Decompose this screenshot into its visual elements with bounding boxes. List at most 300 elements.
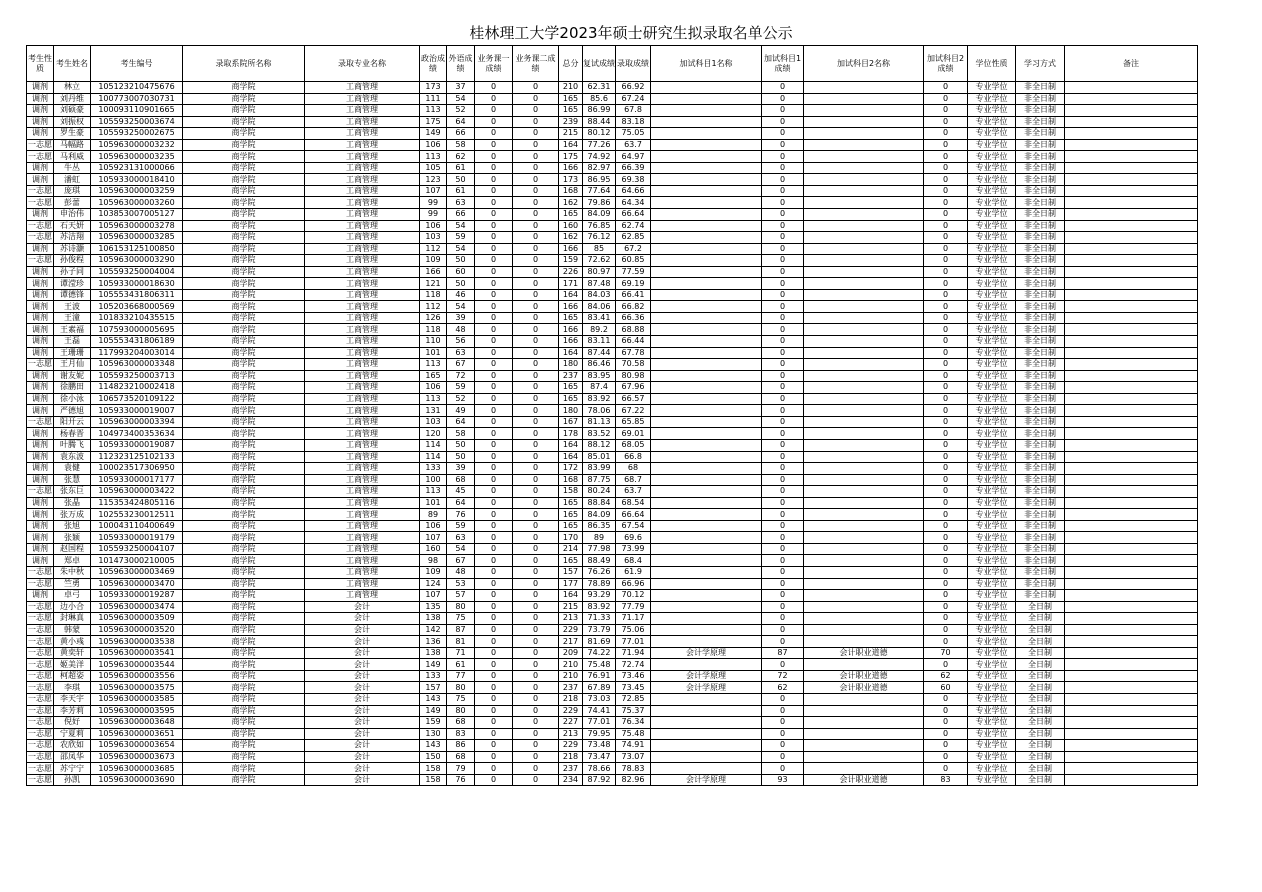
cell-extra1-score: 0 [762, 428, 804, 440]
cell-subject1-score: 0 [475, 463, 513, 475]
cell-foreign-lang-score: 87 [447, 624, 475, 636]
cell-subject2-score: 0 [513, 139, 559, 151]
cell-extra2-score: 0 [924, 162, 968, 174]
cell-subject1-score: 0 [475, 774, 513, 786]
cell-exam-id: 105593250003674 [91, 116, 183, 128]
cell-applicant-type: 调剂 [27, 520, 54, 532]
cell-retest-score: 76.91 [583, 670, 616, 682]
cell-study-mode: 全日制 [1016, 682, 1065, 694]
cell-degree-type: 专业学位 [968, 705, 1016, 717]
cell-applicant-type: 一志愿 [28, 567, 52, 577]
cell-subject2-score: 0 [513, 705, 559, 717]
cell-applicant-type: 调剂 [27, 451, 54, 463]
cell-foreign-lang-score: 54 [447, 543, 475, 555]
cell-name: 林立 [54, 82, 91, 94]
cell-admission-score: 70.12 [616, 590, 651, 602]
cell-study-mode: 非全日制 [1016, 139, 1065, 151]
cell-applicant-type: 调剂 [27, 463, 54, 475]
cell-subject2-score: 0 [513, 336, 559, 348]
cell-school: 商学院 [183, 301, 305, 313]
cell-foreign-lang-score: 75 [447, 693, 475, 705]
cell-study-mode: 非全日制 [1016, 382, 1065, 394]
cell-study-mode: 全日制 [1016, 774, 1065, 786]
cell-admission-score: 73.46 [616, 670, 651, 682]
cell-retest-score: 88.84 [583, 497, 616, 509]
cell-school: 商学院 [183, 93, 305, 105]
cell-extra1-score: 0 [762, 751, 804, 763]
cell-extra1-score: 0 [762, 416, 804, 428]
cell-exam-id: 105963000003575 [91, 682, 183, 694]
cell-applicant-type: 调剂 [27, 128, 54, 140]
cell-name: 张晶 [54, 497, 91, 509]
table-row [27, 278, 1198, 290]
cell-extra2-name [804, 578, 924, 590]
cell-total-score: 157 [559, 566, 583, 578]
cell-applicant-type: 一志愿 [28, 624, 52, 634]
cell-subject1-score: 0 [475, 740, 513, 752]
cell-extra2-score: 0 [924, 174, 968, 186]
cell-school: 商学院 [183, 312, 305, 324]
table-row [27, 474, 1198, 486]
cell-extra1-score: 0 [762, 312, 804, 324]
cell-extra2-score: 0 [924, 382, 968, 394]
cell-study-mode: 非全日制 [1016, 463, 1065, 475]
cell-exam-id: 100023517306950 [91, 463, 183, 475]
cell-extra2-name [804, 209, 924, 221]
cell-subject1-score: 0 [475, 682, 513, 694]
cell-extra2-score: 0 [924, 601, 968, 613]
cell-total-score: 164 [559, 139, 583, 151]
cell-degree-type: 专业学位 [968, 590, 1016, 602]
cell-exam-id: 105963000003673 [91, 751, 183, 763]
cell-extra2-name [804, 428, 924, 440]
cell-remarks [1065, 428, 1198, 440]
cell-extra1-name [651, 474, 762, 486]
cell-school: 商学院 [183, 705, 305, 717]
cell-extra2-name [804, 243, 924, 255]
cell-retest-score: 78.06 [583, 405, 616, 417]
cell-extra2-score: 0 [924, 590, 968, 602]
table-row [27, 416, 1198, 428]
cell-study-mode: 非全日制 [1016, 520, 1065, 532]
cell-extra1-name [651, 717, 762, 729]
cell-retest-score: 83.11 [583, 336, 616, 348]
cell-study-mode: 全日制 [1016, 613, 1065, 625]
cell-politics-score: 149 [420, 128, 447, 140]
cell-remarks [1065, 197, 1198, 209]
cell-degree-type: 专业学位 [968, 717, 1016, 729]
cell-subject1-score: 0 [475, 370, 513, 382]
cell-extra2-name [804, 82, 924, 94]
cell-extra1-name [651, 509, 762, 521]
cell-remarks [1065, 509, 1198, 521]
cell-politics-score: 106 [420, 139, 447, 151]
cell-retest-score: 89 [583, 532, 616, 544]
cell-applicant-type: 一志愿 [28, 255, 52, 265]
cell-extra2-score: 0 [924, 301, 968, 313]
cell-degree-type: 专业学位 [968, 278, 1016, 290]
cell-foreign-lang-score: 60 [447, 266, 475, 278]
cell-school: 商学院 [183, 659, 305, 671]
cell-extra1-score: 0 [762, 370, 804, 382]
cell-extra1-name [651, 763, 762, 775]
table-row [27, 382, 1198, 394]
cell-study-mode: 全日制 [1016, 763, 1065, 775]
cell-foreign-lang-score: 49 [447, 405, 475, 417]
cell-study-mode: 非全日制 [1016, 428, 1065, 440]
cell-foreign-lang-score: 53 [447, 578, 475, 590]
cell-degree-type: 专业学位 [968, 266, 1016, 278]
cell-degree-type: 专业学位 [968, 740, 1016, 752]
cell-major: 工商管理 [305, 370, 420, 382]
cell-exam-id: 105963000003278 [91, 220, 183, 232]
cell-admission-score: 64.66 [616, 185, 651, 197]
cell-applicant-type: 一志愿 [28, 648, 52, 658]
cell-retest-score: 77.64 [583, 185, 616, 197]
cell-subject2-score: 0 [513, 347, 559, 359]
cell-subject2-score: 0 [513, 728, 559, 740]
cell-degree-type: 专业学位 [968, 728, 1016, 740]
cell-admission-score: 69.19 [616, 278, 651, 290]
cell-admission-score: 80.98 [616, 370, 651, 382]
cell-exam-id: 105203668000569 [91, 301, 183, 313]
cell-subject2-score: 0 [513, 209, 559, 221]
cell-total-score: 175 [559, 151, 583, 163]
cell-school: 商学院 [183, 439, 305, 451]
cell-politics-score: 114 [420, 439, 447, 451]
cell-subject2-score: 0 [513, 312, 559, 324]
cell-foreign-lang-score: 54 [447, 93, 475, 105]
cell-extra1-name: 会计学原理 [651, 682, 762, 694]
cell-exam-id: 105963000003422 [91, 486, 183, 498]
cell-admission-score: 68.54 [616, 497, 651, 509]
cell-degree-type: 专业学位 [968, 151, 1016, 163]
cell-remarks [1065, 439, 1198, 451]
cell-extra1-name [651, 232, 762, 244]
cell-applicant-type: 一志愿 [28, 601, 52, 611]
cell-extra2-name [804, 289, 924, 301]
cell-major: 工商管理 [305, 543, 420, 555]
cell-study-mode: 非全日制 [1016, 162, 1065, 174]
cell-study-mode: 非全日制 [1016, 197, 1065, 209]
cell-foreign-lang-score: 86 [447, 740, 475, 752]
cell-extra2-score: 0 [924, 82, 968, 94]
cell-retest-score: 79.95 [583, 728, 616, 740]
cell-extra1-name [651, 555, 762, 567]
cell-school: 商学院 [183, 197, 305, 209]
cell-extra1-name [651, 601, 762, 613]
cell-remarks [1065, 555, 1198, 567]
cell-politics-score: 98 [420, 555, 447, 567]
cell-extra2-name [804, 601, 924, 613]
cell-remarks [1065, 532, 1198, 544]
cell-study-mode: 全日制 [1016, 601, 1065, 613]
cell-retest-score: 83.99 [583, 463, 616, 475]
cell-extra2-score: 0 [924, 520, 968, 532]
cell-subject1-score: 0 [475, 693, 513, 705]
cell-study-mode: 非全日制 [1016, 393, 1065, 405]
cell-retest-score: 77.98 [583, 543, 616, 555]
cell-study-mode: 非全日制 [1016, 105, 1065, 117]
cell-major: 工商管理 [305, 209, 420, 221]
cell-extra1-name [651, 613, 762, 625]
cell-subject2-score: 0 [513, 220, 559, 232]
cell-exam-id: 100773007030731 [91, 93, 183, 105]
header-applicant-type: 考生性质 [27, 46, 54, 82]
cell-subject1-score: 0 [475, 243, 513, 255]
cell-exam-id: 105923131000066 [91, 162, 183, 174]
cell-foreign-lang-score: 39 [447, 312, 475, 324]
table-row [27, 728, 1198, 740]
cell-applicant-type: 调剂 [27, 93, 54, 105]
table-row [27, 174, 1198, 186]
cell-name: 罗生豪 [54, 128, 91, 140]
cell-admission-score: 67.54 [616, 520, 651, 532]
cell-remarks [1065, 497, 1198, 509]
cell-degree-type: 专业学位 [968, 670, 1016, 682]
cell-subject1-score: 0 [475, 278, 513, 290]
table-row [27, 463, 1198, 475]
cell-name: 王波 [54, 301, 91, 313]
cell-remarks [1065, 647, 1198, 659]
cell-politics-score: 111 [420, 93, 447, 105]
cell-politics-score: 142 [420, 624, 447, 636]
cell-subject1-score: 0 [475, 763, 513, 775]
cell-extra2-name [804, 301, 924, 313]
cell-exam-id: 105963000003290 [91, 255, 183, 267]
cell-extra2-score: 0 [924, 532, 968, 544]
cell-politics-score: 106 [420, 220, 447, 232]
cell-politics-score: 110 [420, 336, 447, 348]
cell-name: 谢友妮 [54, 370, 91, 382]
cell-extra2-name [804, 705, 924, 717]
cell-extra2-score: 0 [924, 220, 968, 232]
cell-subject1-score: 0 [475, 439, 513, 451]
cell-politics-score: 113 [420, 486, 447, 498]
cell-extra2-name [804, 255, 924, 267]
cell-extra1-score: 0 [762, 463, 804, 475]
cell-total-score: 229 [559, 624, 583, 636]
cell-remarks [1065, 463, 1198, 475]
cell-study-mode: 非全日制 [1016, 439, 1065, 451]
cell-subject2-score: 0 [513, 509, 559, 521]
cell-name: 庞琪 [54, 185, 91, 197]
table-row [27, 717, 1198, 729]
cell-remarks [1065, 336, 1198, 348]
cell-foreign-lang-score: 61 [447, 659, 475, 671]
cell-extra2-name [804, 451, 924, 463]
cell-extra1-score: 0 [762, 359, 804, 371]
cell-remarks [1065, 416, 1198, 428]
cell-exam-id: 105933000018410 [91, 174, 183, 186]
cell-study-mode: 全日制 [1016, 624, 1065, 636]
cell-extra1-score: 0 [762, 301, 804, 313]
cell-admission-score: 67.78 [616, 347, 651, 359]
cell-major: 工商管理 [305, 382, 420, 394]
cell-name: 张旭 [54, 520, 91, 532]
cell-foreign-lang-score: 68 [447, 751, 475, 763]
cell-total-score: 172 [559, 463, 583, 475]
cell-school: 商学院 [183, 359, 305, 371]
cell-extra1-name [651, 486, 762, 498]
cell-extra1-score: 0 [762, 578, 804, 590]
cell-retest-score: 86.95 [583, 174, 616, 186]
header-row [27, 46, 1198, 82]
cell-extra1-score: 0 [762, 474, 804, 486]
cell-major: 工商管理 [305, 439, 420, 451]
cell-study-mode: 非全日制 [1016, 255, 1065, 267]
cell-extra2-name [804, 185, 924, 197]
table-body [27, 82, 1198, 786]
cell-school: 商学院 [183, 693, 305, 705]
cell-extra2-score: 0 [924, 289, 968, 301]
cell-name: 苏诗灏 [54, 243, 91, 255]
cell-remarks [1065, 301, 1198, 313]
cell-extra2-name: 会计职业道德 [804, 647, 924, 659]
cell-name: 袁东波 [54, 451, 91, 463]
cell-admission-score: 68.4 [616, 555, 651, 567]
cell-extra1-name [651, 740, 762, 752]
cell-applicant-type: 一志愿 [28, 359, 52, 369]
cell-retest-score: 78.66 [583, 763, 616, 775]
cell-applicant-type: 调剂 [27, 116, 54, 128]
cell-exam-id: 105963000003235 [91, 151, 183, 163]
cell-exam-id: 105123210475676 [91, 82, 183, 94]
cell-subject2-score: 0 [513, 197, 559, 209]
cell-school: 商学院 [183, 763, 305, 775]
cell-subject2-score: 0 [513, 370, 559, 382]
cell-politics-score: 101 [420, 497, 447, 509]
cell-admission-score: 66.57 [616, 393, 651, 405]
cell-extra2-name [804, 613, 924, 625]
cell-politics-score: 160 [420, 543, 447, 555]
cell-politics-score: 143 [420, 693, 447, 705]
cell-exam-id: 105963000003538 [91, 636, 183, 648]
cell-major: 会计 [305, 751, 420, 763]
cell-foreign-lang-score: 61 [447, 185, 475, 197]
cell-extra2-name [804, 740, 924, 752]
cell-foreign-lang-score: 57 [447, 590, 475, 602]
cell-exam-id: 105933000019287 [91, 590, 183, 602]
cell-subject1-score: 0 [475, 405, 513, 417]
table-row [27, 555, 1198, 567]
cell-remarks [1065, 209, 1198, 221]
cell-subject2-score: 0 [513, 578, 559, 590]
cell-admission-score: 66.64 [616, 209, 651, 221]
cell-school: 商学院 [183, 740, 305, 752]
cell-subject1-score: 0 [475, 520, 513, 532]
cell-extra2-name [804, 139, 924, 151]
cell-school: 商学院 [183, 613, 305, 625]
cell-extra2-name [804, 347, 924, 359]
cell-name: 王磊 [54, 336, 91, 348]
cell-applicant-type: 一志愿 [28, 151, 52, 161]
cell-extra1-name [651, 439, 762, 451]
cell-extra1-name [651, 105, 762, 117]
cell-total-score: 162 [559, 232, 583, 244]
cell-total-score: 171 [559, 278, 583, 290]
cell-name: 韩蒙 [54, 624, 91, 636]
cell-politics-score: 123 [420, 174, 447, 186]
cell-foreign-lang-score: 59 [447, 520, 475, 532]
cell-politics-score: 103 [420, 416, 447, 428]
cell-major: 工商管理 [305, 566, 420, 578]
cell-degree-type: 专业学位 [968, 497, 1016, 509]
cell-subject2-score: 0 [513, 532, 559, 544]
cell-politics-score: 114 [420, 451, 447, 463]
cell-school: 商学院 [183, 243, 305, 255]
cell-extra1-name [651, 174, 762, 186]
cell-total-score: 215 [559, 128, 583, 140]
cell-exam-id: 105963000003509 [91, 613, 183, 625]
cell-subject1-score: 0 [475, 670, 513, 682]
cell-foreign-lang-score: 81 [447, 636, 475, 648]
cell-school: 商学院 [183, 590, 305, 602]
cell-extra2-name [804, 324, 924, 336]
cell-subject2-score: 0 [513, 439, 559, 451]
cell-study-mode: 非全日制 [1016, 116, 1065, 128]
cell-school: 商学院 [183, 393, 305, 405]
cell-subject1-score: 0 [475, 566, 513, 578]
cell-exam-id: 105593250002675 [91, 128, 183, 140]
cell-politics-score: 157 [420, 682, 447, 694]
cell-retest-score: 86.99 [583, 105, 616, 117]
cell-major: 工商管理 [305, 93, 420, 105]
cell-retest-score: 76.85 [583, 220, 616, 232]
cell-extra2-score: 0 [924, 93, 968, 105]
cell-applicant-type: 一志愿 [28, 578, 52, 588]
cell-politics-score: 173 [420, 82, 447, 94]
cell-subject1-score: 0 [475, 174, 513, 186]
cell-applicant-type: 一志愿 [28, 705, 52, 715]
cell-total-score: 165 [559, 520, 583, 532]
cell-foreign-lang-score: 37 [447, 82, 475, 94]
cell-extra2-name [804, 659, 924, 671]
cell-retest-score: 86.46 [583, 359, 616, 371]
cell-foreign-lang-score: 64 [447, 416, 475, 428]
cell-total-score: 165 [559, 312, 583, 324]
cell-applicant-type: 一志愿 [28, 682, 52, 692]
cell-applicant-type: 调剂 [27, 393, 54, 405]
cell-name: 孙子同 [54, 266, 91, 278]
cell-study-mode: 全日制 [1016, 705, 1065, 717]
cell-subject2-score: 0 [513, 382, 559, 394]
cell-major: 工商管理 [305, 520, 420, 532]
cell-foreign-lang-score: 66 [447, 128, 475, 140]
cell-school: 商学院 [183, 474, 305, 486]
cell-degree-type: 专业学位 [968, 393, 1016, 405]
cell-total-score: 164 [559, 451, 583, 463]
cell-foreign-lang-score: 75 [447, 613, 475, 625]
cell-exam-id: 105963000003556 [91, 670, 183, 682]
cell-extra2-score: 0 [924, 312, 968, 324]
cell-extra2-name [804, 393, 924, 405]
cell-applicant-type: 一志愿 [28, 728, 52, 738]
cell-politics-score: 133 [420, 670, 447, 682]
cell-subject1-score: 0 [475, 93, 513, 105]
cell-subject2-score: 0 [513, 763, 559, 775]
cell-major: 工商管理 [305, 324, 420, 336]
cell-politics-score: 150 [420, 751, 447, 763]
cell-retest-score: 73.48 [583, 740, 616, 752]
cell-politics-score: 120 [420, 428, 447, 440]
cell-extra2-name [804, 220, 924, 232]
cell-subject1-score: 0 [475, 289, 513, 301]
cell-study-mode: 非全日制 [1016, 93, 1065, 105]
cell-total-score: 177 [559, 578, 583, 590]
cell-admission-score: 76.34 [616, 717, 651, 729]
cell-admission-score: 73.45 [616, 682, 651, 694]
